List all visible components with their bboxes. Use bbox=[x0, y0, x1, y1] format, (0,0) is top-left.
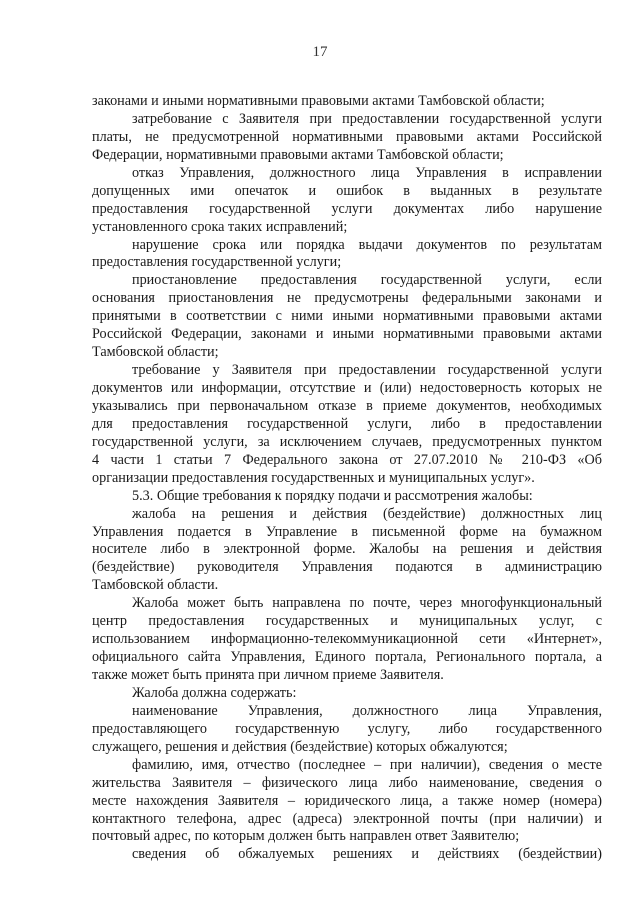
text-line: законами и иными нормативными правовыми актами Тамбовской области; bbox=[92, 93, 545, 109]
text-line: принятыми в соответствии с ними иными нормативными правовыми актами bbox=[92, 308, 602, 325]
text-line: предоставляющего государственную услугу, либо государственного bbox=[92, 720, 602, 737]
text-line: предоставления государственной услуги; bbox=[92, 254, 342, 271]
text-line: (бездействие) руководителя Управления подаются в администрацию bbox=[92, 559, 602, 576]
text-line: платы, не предусмотренной нормативными правовыми актами Российской bbox=[92, 128, 602, 145]
text-line: установленного срока таких исправлений; bbox=[92, 218, 348, 235]
text-line: Федерации, нормативными правовыми актами Тамбовской области; bbox=[92, 146, 504, 163]
text-line: Тамбовской области. bbox=[92, 577, 219, 594]
text-line: 5.3. Общие требования к порядку подачи и рассмотрения жалобы: bbox=[132, 487, 533, 504]
text-line: сведения об обжалуемых решениях и действиях (бездействии) bbox=[132, 846, 602, 863]
text-line: для предоставления государственной услуги, либо в предоставлении bbox=[92, 415, 602, 432]
text-line: основания приостановления не предусмотрены федеральными законами и bbox=[92, 290, 602, 307]
page-number: 17 bbox=[312, 44, 328, 60]
text-line: 4 части 1 статьи 7 Федерального закона от 27.07.2010 № 210-ФЗ «Об bbox=[92, 451, 602, 468]
text-line: также может быть принята при личном приеме Заявителя. bbox=[92, 667, 444, 683]
text-line: Тамбовской области; bbox=[92, 344, 219, 361]
text-line: официального сайта Управления, Единого портала, Регионального портала, а bbox=[92, 649, 602, 666]
text-line: наименование Управления, должностного лица Управления, bbox=[132, 702, 602, 719]
text-line: приостановление предоставления государственной услуги, если bbox=[132, 272, 602, 289]
text-line: затребование с Заявителя при предоставлении государственной услуги bbox=[132, 110, 602, 127]
text-line: месте нахождения Заявителя – юридического лица, а также номер (номера) bbox=[92, 792, 602, 809]
text-line: Российской Федерации, законами и иными нормативными правовыми актами bbox=[92, 326, 602, 343]
text-line: почтовый адрес, по которым должен быть направлен ответ Заявителю; bbox=[92, 828, 520, 845]
text-line: государственной услуги, за исключением случаев, предусмотренных пунктом bbox=[92, 433, 602, 450]
text-line: организации предоставления государственных и муниципальных услуг». bbox=[92, 469, 535, 486]
text-line: предоставления государственной услуги документах либо нарушение bbox=[92, 200, 602, 217]
text-line: требование у Заявителя при предоставлении государственной услуги bbox=[132, 362, 602, 379]
text-line: допущенных ими опечаток и ошибок в выданных в результате bbox=[92, 182, 602, 199]
text-line: служащего, решения и действия (бездействие) которых обжалуются; bbox=[92, 738, 508, 755]
text-line: фамилию, имя, отчество (последнее – при наличии), сведения о месте bbox=[132, 756, 602, 773]
text-line: контактного телефона, адрес (адреса) электронной почты (при наличии) и bbox=[92, 810, 602, 827]
document-body bbox=[92, 93, 602, 864]
text-line: использованием информационно-телекоммуникационной сети «Интернет», bbox=[92, 631, 602, 648]
text-line: нарушение срока или порядка выдачи документов по результатам bbox=[132, 236, 602, 253]
text-line: отказ Управления, должностного лица Управления в исправлении bbox=[132, 164, 602, 181]
text-line: жалоба на решения и действия (бездействие) должностных лиц bbox=[132, 505, 602, 522]
text-line: жительства Заявителя – физического лица либо наименование, сведения о bbox=[92, 774, 602, 791]
text-line: указывались при первоначальном отказе в приеме документов, необходимых bbox=[92, 397, 602, 414]
text-line: Жалоба может быть направлена по почте, через многофункциональный bbox=[132, 595, 602, 612]
text-line: документов или информации, отсутствие и (или) недостоверность которых не bbox=[92, 380, 602, 396]
text-line: Жалоба должна содержать: bbox=[132, 684, 297, 701]
text-line: центр предоставления государственных и муниципальных услуг, с bbox=[92, 613, 602, 630]
text-line: носителе либо в электронной форме. Жалобы на решения и действия bbox=[92, 541, 602, 558]
text-line: Управления подается в Управление в письменной форме на бумажном bbox=[92, 523, 602, 540]
